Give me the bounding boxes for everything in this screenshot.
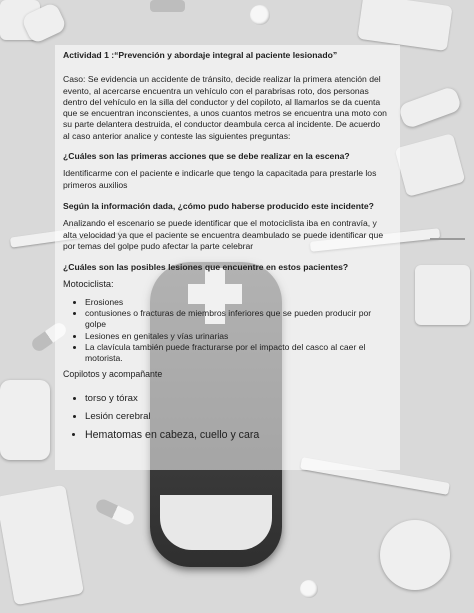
copilotos-list — [63, 393, 405, 448]
answer-2: Analizando el escenario se puede identificar que el motociclista iba en contravía, y alta velocidad ya que el paciente se encuentra deambulado se puede identificar que por temas del golpe pudo afectar la parte celebrar — [63, 218, 384, 251]
list-item: • Lesión cerebral — [85, 411, 405, 422]
list-item: • La clavícula también puede fracturarse por el impacto del casco al caer el motorista. — [85, 342, 388, 365]
bottle-icon — [380, 520, 450, 590]
bottle-icon — [398, 85, 463, 129]
document-title: Actividad 1 :“Prevención y abordaje integral al paciente lesionado” — [63, 50, 338, 60]
blister-pack-icon — [395, 133, 466, 197]
blister-pack-icon — [415, 265, 470, 325]
copilotos-label: Copilotos y acompañante — [63, 369, 163, 379]
question-3: ¿Cuáles son las posibles lesiones que encuentre en estos pacientes? — [63, 262, 349, 273]
list-item: • Erosiones — [85, 297, 388, 308]
list-item: • Lesiones en genitales y vías urinarias — [85, 331, 388, 342]
answer-1: Identificarme con el paciente e indicarle que tengo la capacitada para prestarle los primeros auxilios — [63, 168, 377, 190]
needle-icon — [430, 238, 465, 240]
list-item: • contusiones o fracturas de miembros inferiores que se pueden producir por golpe — [85, 308, 388, 331]
list-item: • Hematomas en cabeza, cuello y cara — [85, 430, 405, 441]
capsule-icon — [94, 497, 136, 527]
bottle-icon — [0, 380, 50, 460]
pill-icon — [300, 580, 318, 598]
pill-icon — [250, 5, 270, 25]
motociclista-label: Motociclista: — [63, 279, 114, 290]
case-text: Caso: Se evidencia un accidente de tránsito, decide realizar la primera atención del evento, al acercarse encuentra un vehículo con el parabrisas roto, dos personas dentro del vehículo en la silla del conductor y del copiloto, al llamarlos se da cuenta que se encuentran inconscientes, a unos cuantos metros se encuentra una moto con su parte delantera destruida, el conductor deambula cerca al incidente. De acuerdo al caso anterior analice y conteste las siguientes preguntas: — [63, 74, 387, 141]
blister-pack-icon — [0, 485, 84, 605]
question-2: Según la información dada, ¿cómo pudo haberse producido este incidente? — [63, 200, 374, 211]
blister-pack-icon — [357, 0, 452, 51]
document-body — [63, 50, 388, 365]
first-aid-kit-band — [160, 495, 272, 550]
list-item: • torso y tórax — [85, 393, 405, 404]
motociclista-list — [63, 297, 388, 365]
question-1: ¿Cuáles son las primeras acciones que se debe realizar en la escena? — [63, 151, 350, 162]
bottle-cap-icon — [150, 0, 185, 12]
